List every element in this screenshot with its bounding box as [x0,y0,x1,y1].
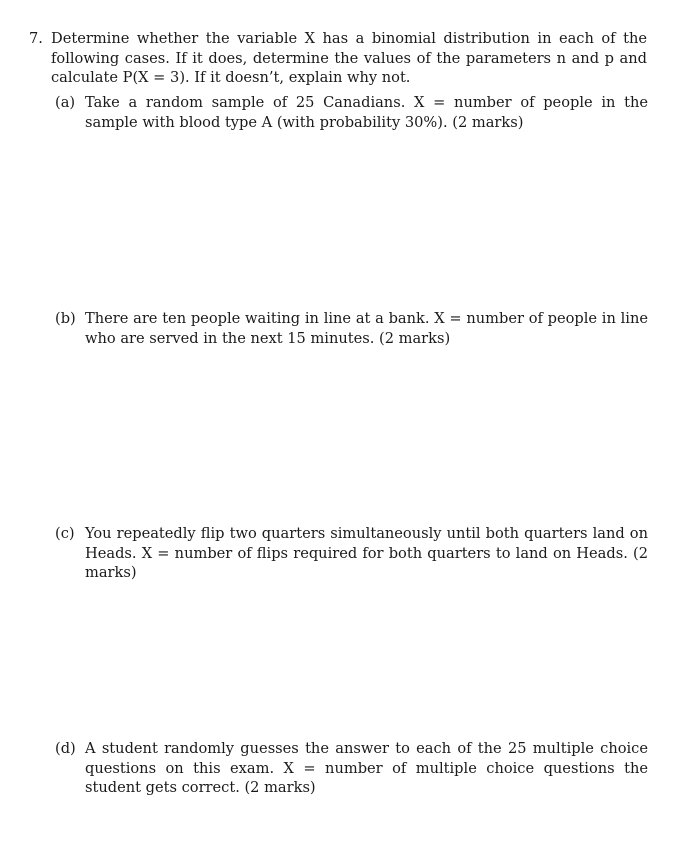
part-text: Take a random sample of 25 Canadians. X = number of people in the sample with blood type A (with probability 30%). (2 marks) [85,94,648,131]
part-label: (a) [55,94,76,111]
part-label: (b) [55,310,76,327]
part-text: A student randomly guesses the answer to each of the 25 multiple choice questions on this exam. X = number of multiple choice questions the student gets correct. (2 marks) [85,740,648,796]
part-label: (c) [55,525,75,542]
question-7 [29,29,659,88]
part-text: You repeatedly flip two quarters simultaneously until both quarters land on Heads. X = number of flips required for both quarters to land on Heads. (2 marks) [85,525,648,581]
question-text: Determine whether the variable X has a binomial distribution in each of the following cases. If it does, determine the values of the parameters n and p and calculate P(X = 3). If it doesn’t, explain why not. [51,30,647,86]
part-b [55,309,648,348]
part-a [55,93,648,132]
question-number: 7. [29,30,43,47]
part-text: There are ten people waiting in line at a bank. X = number of people in line who are served in the next 15 minutes. (2 marks) [85,310,648,347]
part-label: (d) [55,740,76,757]
part-d [55,739,648,798]
part-c [55,524,648,583]
